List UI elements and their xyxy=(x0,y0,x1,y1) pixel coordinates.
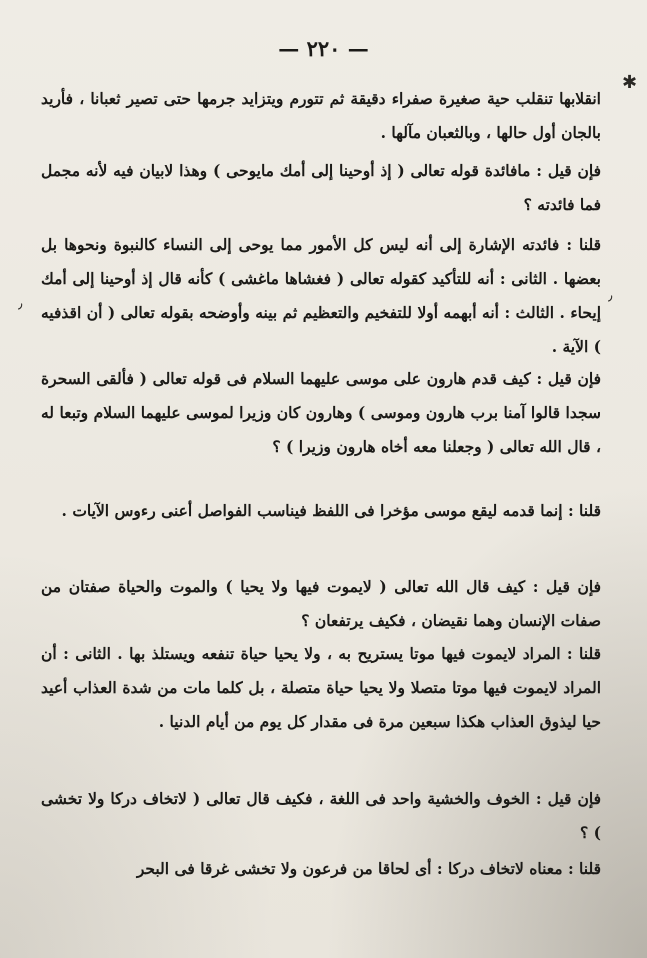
paragraph-text: انقلابها تنقلب حية صغيرة صفراء دقيقة ثم تتورم ويتزايد جرمها حتى تصير ثعبانا ، فأريد بالجان أول حالها ، وبالثعبان مآلها . xyxy=(41,89,601,142)
paragraph-question xyxy=(41,154,601,222)
paragraph-answer xyxy=(41,228,601,364)
paragraph-text: المراد لايموت فيها موتا يستريح به ، ولا يحيا حياة تنفعه ويستلذ بها . الثانى : أن المراد لايموت فيها موتا متصلا ولا يحيا حياة متصلة ، بل كلما مات من شدة العذاب أعيد حيا ليذوق العذاب هكذا سبعين مرة فى مقدار كل يوم من أيام الدنيا . xyxy=(41,644,601,731)
paragraph-lead: فإن قيل : xyxy=(535,789,602,808)
paragraph-text: فائدته الإشارة إلى أنه ليس كل الأمور مما يوحى إلى النساء كالنبوة ونحوها بل بعضها . الثانى : أنه للتأكيد كقوله تعالى ( فغشاها ماغشى ) كأنه قال إذ أوحينا إلى أمك إيحاء . الثالث : أنه أبهمه أولا للتفخيم والتعظيم ثم بينه وأوضحه بقوله تعالى ( أن اقذفيه ) الآية . xyxy=(41,235,601,356)
paragraph-lead: فإن قيل : xyxy=(532,577,601,596)
paragraph-lead: فإن قيل : xyxy=(536,161,601,180)
paragraph-text: إنما قدمه ليقع موسى مؤخرا فى اللفظ فيناسب الفواصل أعنى رءوس الآيات . xyxy=(61,501,563,520)
paragraph-answer xyxy=(41,852,601,886)
paragraph-lead: قلنا : xyxy=(567,859,601,878)
paragraph-text: مافائدة قوله تعالى ( إذ أوحينا إلى أمك مايوحى ) وهذا لابيان فيه لأنه مجمل فما فائدته ؟ xyxy=(41,161,601,214)
margin-asterisk-mark: ✱ xyxy=(622,72,638,93)
paragraph-lead: قلنا : xyxy=(566,644,601,663)
paragraph-answer xyxy=(41,494,601,528)
paragraph-answer xyxy=(41,637,601,739)
paragraph-question xyxy=(41,782,601,850)
margin-ink-mark: ٫ xyxy=(608,288,613,304)
page-number: — ٢٢٠ — xyxy=(278,36,369,61)
paragraph-text: معناه لاتخاف دركا : أى لحاقا من فرعون ولا تخشى غرقا فى البحر xyxy=(136,859,563,878)
paragraph-lead: قلنا : xyxy=(566,235,601,254)
margin-ink-mark-left: ٫ xyxy=(18,296,23,312)
paragraph-question xyxy=(41,570,601,638)
paragraph-question xyxy=(41,362,601,464)
paragraph-text: كيف قدم هارون على موسى عليهما السلام فى قوله تعالى ( فألقى السحرة سجدا قالوا آمنا برب هارون وموسى ) وهارون كان وزيرا لموسى عليهما السلام وتبعا له ، قال الله تعالى ( وجعلنا معه أخاه هارون وزيرا ) ؟ xyxy=(41,369,601,456)
paragraph xyxy=(41,82,601,150)
paragraph-lead: قلنا : xyxy=(567,501,601,520)
paragraph-lead: فإن قيل : xyxy=(536,369,601,388)
paragraph-text: الخوف والخشية واحد فى اللغة ، فكيف قال تعالى ( لاتخاف دركا ولا تخشى ) ؟ xyxy=(41,789,601,842)
paragraph-text: كيف قال الله تعالى ( لايموت فيها ولا يحيا ) والموت والحياة صفتان من صفات الإنسان وهما نقيضان ، فكيف يرتفعان ؟ xyxy=(41,577,601,630)
